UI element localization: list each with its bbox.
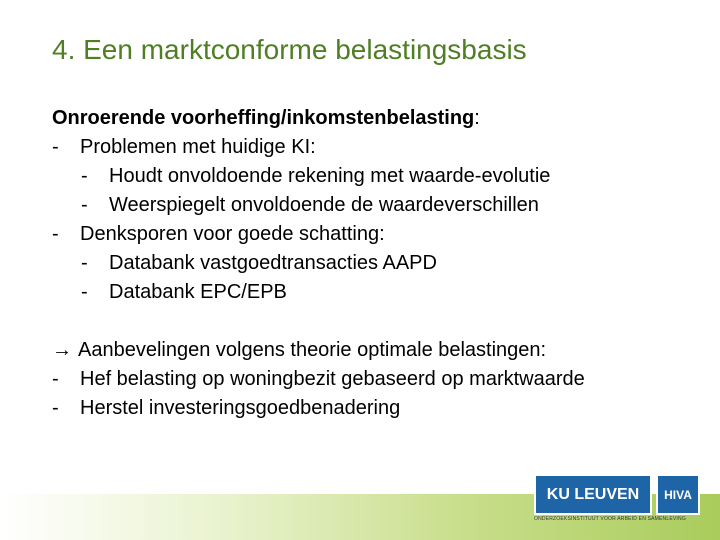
dash-marker: - — [52, 136, 59, 158]
sub-list-item-text: Houdt onvoldoende rekening met waarde-evolutie — [109, 165, 551, 187]
sub-list-item-text: Databank EPC/EPB — [109, 281, 287, 303]
sub-list-item — [52, 249, 690, 278]
sub-list-item — [52, 278, 690, 307]
spacer — [52, 307, 690, 336]
section-heading — [52, 104, 690, 133]
dash-marker: - — [52, 368, 59, 390]
dash-marker: - — [81, 252, 88, 274]
dash-marker: - — [52, 397, 59, 419]
logo — [534, 474, 700, 528]
sub-list-item — [52, 191, 690, 220]
recommendation-text: Aanbevelingen volgens theorie optimale belastingen: — [78, 339, 547, 361]
slide-title: 4. Een marktconforme belastingsbasis — [52, 34, 527, 65]
list-item-text: Denksporen voor goede schatting: — [80, 223, 385, 245]
list-item-text: Herstel investeringsgoedbenadering — [80, 397, 401, 419]
logo-tagline: ONDERZOEKSINSTITUUT VOOR ARBEID EN SAMENLEVING — [534, 516, 686, 522]
dash-marker: - — [52, 223, 59, 245]
sub-list-item-text: Weerspiegelt onvoldoende de waardeverschillen — [109, 194, 539, 216]
hiva-logo: HIVA — [656, 474, 700, 515]
list-item — [52, 133, 690, 162]
list-item-text: Hef belasting op woningbezit gebaseerd op marktwaarde — [80, 368, 585, 390]
sub-list-item-text: Databank vastgoedtransacties AAPD — [109, 252, 437, 274]
sub-list-item — [52, 162, 690, 191]
dash-marker: - — [81, 165, 88, 187]
section-heading-text: Onroerende voorheffing/inkomstenbelasting — [52, 107, 475, 129]
dash-marker: - — [81, 194, 88, 216]
list-item — [52, 220, 690, 249]
list-item-text: Problemen met huidige KI: — [80, 136, 316, 158]
list-item — [52, 365, 690, 394]
arrow-right-icon: → — [52, 339, 72, 361]
list-item — [52, 394, 690, 423]
dash-marker: - — [81, 281, 88, 303]
ku-leuven-logo: KU LEUVEN — [534, 474, 652, 515]
section-heading-colon: : — [474, 107, 480, 129]
slide-content — [52, 104, 690, 423]
recommendation-heading — [52, 336, 690, 365]
